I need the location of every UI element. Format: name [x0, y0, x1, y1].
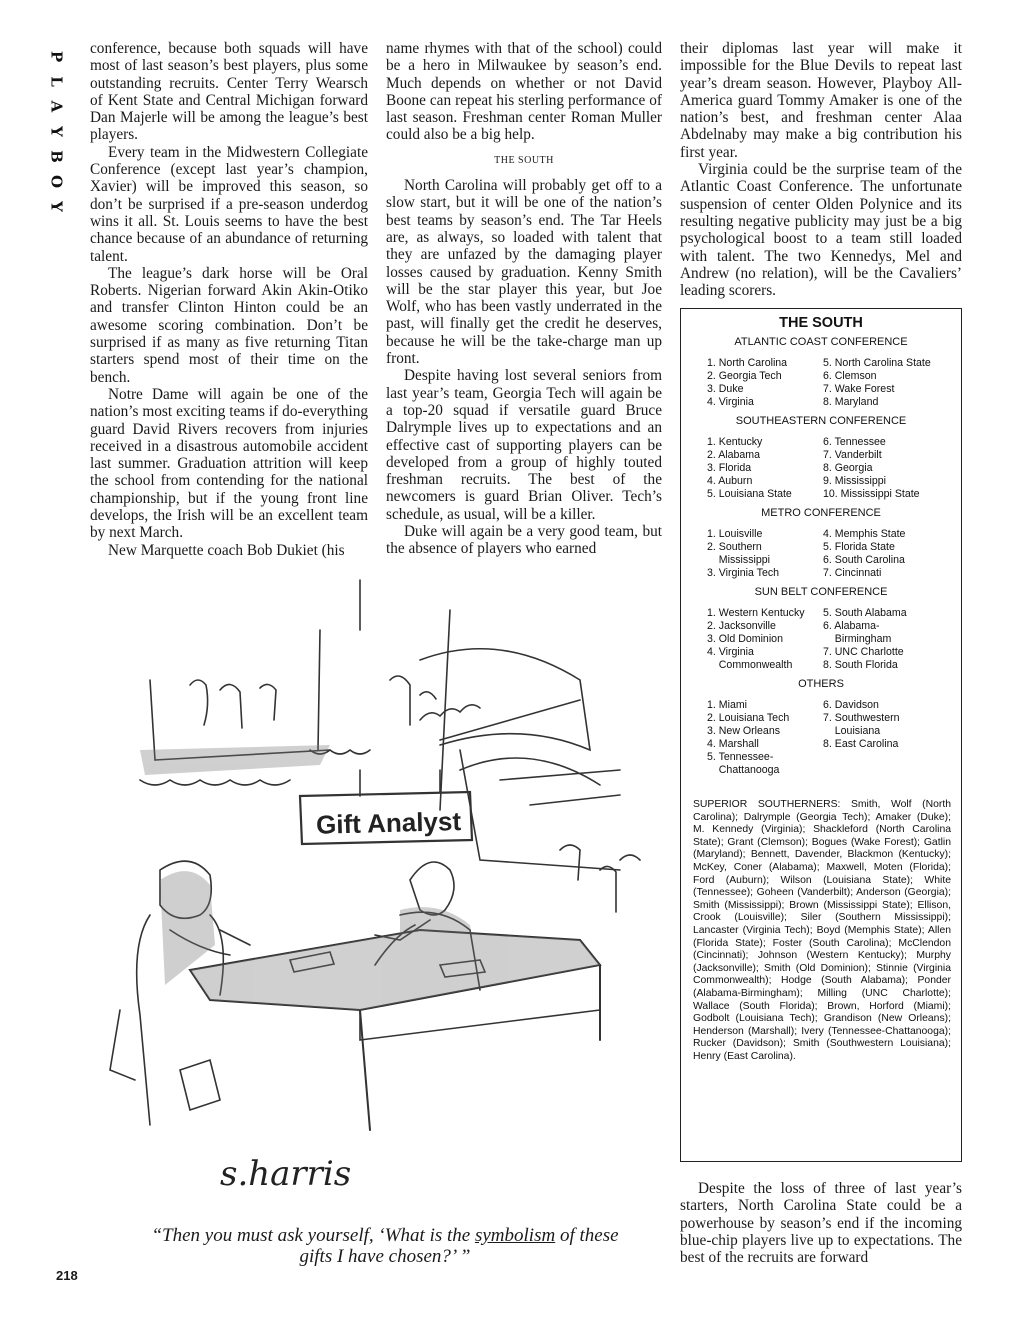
team-entry: 6. Tennessee [823, 436, 886, 448]
paragraph: Virginia could be the surprise team of the Atlantic Coast Conference. The unfortunate suspension of center Olden Polynice and its resulting negative publicity may just be a big psychological boost to a team still loaded with talent. The two Kennedys, Mel and Andrew (no relation), will be the Cavaliers’ leading scorers. [680, 161, 962, 300]
paragraph: Despite the loss of three of last year’s starters, North Carolina State could be a powerhouse by season’s end if the incoming blue-chip players live up to expectations. The best of the recruits are forward [680, 1180, 962, 1267]
playboy-vertical-logo [46, 44, 66, 219]
team-entry: 4. Memphis State [823, 528, 906, 540]
caption-text-start: “Then you must ask yourself, ‘What is the [151, 1225, 475, 1246]
team-entry: 10. Mississippi State [823, 488, 920, 500]
standings-column-left [707, 528, 823, 580]
team-entry: 1. Miami [707, 699, 748, 711]
paragraph: their diplomas last year will make it impossible for the Blue Devils to repeat last year’s dream season. However, Playboy All-America guard Tommy Amaker is one of the nation’s best, and freshman center Alaa Abdelnaby may make a big contribution his first year. [680, 40, 962, 161]
team-entry: 6. Alabama- [823, 620, 880, 632]
paragraph: Every team in the Midwestern Collegiate Conference (except last year’s champion, Xavier) will be improved this season, so don’t be surprised if a pre-season underdog wins it all. St. Louis seems to have the best chance because of an abundance of returning talent. [90, 143, 368, 265]
paragraph: Duke will again be a very good team, but the absence of players who earned [386, 523, 662, 558]
standings-column-right [823, 436, 951, 501]
team-entry: 8. South Florida [823, 659, 898, 671]
standings-column-right [823, 607, 951, 672]
article-column-3 [680, 40, 962, 299]
standings-column-right [823, 699, 951, 777]
standings-column-left [707, 699, 823, 777]
standings-column-left [707, 357, 823, 409]
team-entry: 8. Maryland [823, 396, 879, 408]
paragraph: The league’s dark horse will be Oral Roberts. Nigerian forward Akin Akin-Otiko and transfer Clinton Hinton could be an awesome scoring combination. Don’t be surprised if as many as five returning Titan starters spend most of their time on the bench. [90, 264, 368, 386]
paragraph: North Carolina will probably get off to a slow start, but it will be one of the nation’s best teams by season’s end. The Tar Heels are, as always, so loaded with talent that they are unfazed by the damaging player losses caused by graduation. Kenny Smith will be the star player this year, but Joe Wolf, who has been vastly underrated in the past, will finally get the credit he deserves, because he will be the take-charge man up front. [386, 177, 662, 368]
conference-standings [707, 357, 951, 409]
gift-analyst-sign: Gift Analyst [315, 806, 462, 840]
logo-letter: L [47, 76, 66, 87]
caption-text-end: of these gifts I have chosen?’ ” [299, 1225, 619, 1267]
team-entry: 2. Alabama [707, 449, 761, 461]
conference-heading: METRO CONFERENCE [761, 507, 881, 519]
team-entry: 5. Tennessee- [707, 751, 774, 763]
team-entry: Chattanooga [707, 764, 780, 776]
team-entry: 5. Florida State [823, 541, 895, 553]
conference-standings [707, 699, 951, 777]
team-entry: 9. Mississippi [823, 475, 886, 487]
team-entry: 2. Louisiana Tech [707, 712, 790, 724]
article-column-3-continued [680, 1180, 962, 1266]
logo-letter: Y [47, 201, 66, 212]
team-entry: 7. Vanderbilt [823, 449, 882, 461]
team-entry: 7. Wake Forest [823, 383, 895, 395]
the-south-sidebar-box [680, 308, 962, 1162]
cartoon-drawing [60, 570, 660, 1190]
team-entry: 5. North Carolina State [823, 357, 931, 369]
logo-letter: P [47, 50, 66, 63]
team-entry: 2. Southern [707, 541, 762, 553]
team-entry: Mississippi [707, 554, 770, 566]
standings-column-right [823, 357, 951, 409]
cartoonist-signature: s.harris [220, 1154, 352, 1190]
team-entry: 7. UNC Charlotte [823, 646, 904, 658]
team-entry: 3. New Orleans [707, 725, 781, 737]
standings-column-right [823, 528, 951, 580]
paragraph: Despite having lost several seniors from last year’s team, Georgia Tech will again be a top-20 squad if versatile guard Bruce Dalrymple lives up to expectations and an effective cast of supporting players can be developed from a group of highly touted freshman recruits. The best of the newcomers is guard Brian Oliver. Tech’s schedule, as usual, will be a killer. [386, 367, 662, 523]
standings-column-left [707, 436, 823, 501]
conference-heading: SUN BELT CONFERENCE [754, 586, 888, 598]
team-entry: 8. East Carolina [823, 738, 899, 750]
paragraph: name rhymes with that of the school) could be a hero in Milwaukee by season’s end. Much depends on whether or not David Boone can repeat his sterling performance of last season. Freshman center Roman Muller could also be a big help. [386, 40, 662, 144]
superior-southerners: SUPERIOR SOUTHERNERS: Smith, Wolf (North Carolina); Dalrymple (Georgia Tech); Amaker (Duke); M. Kennedy (Virginia); Shackleford (North Carolina State); Grant (Clemson); Bogues (Wake Forest); Gatlin (Maryland); Bennett, Davender, Blackmon (Kentucky); McKey, Coner (Alabama); Maxwell, Moten (Florida); Ford (Auburn); Wilson (Louisiana State); White (Tennessee); Goheen (Vanderbilt); Anderson (Georgia); Smith (Mississippi); Brown (Mississippi State); Ellison, Crook (Louisville); Siler (Southern Mississippi); Lancaster (Virginia Tech); Boyd (Memphis State); Allen (Florida State); Foster (South Carolina); McClendon (Cincinnati); Johnson (Western Kentucky); Murphy (Jacksonville); Smith (Old Dominion); Stinnie (Virginia Commonwealth); Hodge (South Alabama); Ponder (Alabama-Birmingham); Milling (UNC Charlotte); Wallace (South Florida); Brown, Horford (Miami); Godbolt (Louisiana Tech); Grandison (New Orleans); Henderson (Marshall); Ivery (Tennessee-Chattanooga); Rucker (Davidson); Smith (Southwestern Louisiana); Henry (East Carolina). [693, 799, 951, 1062]
team-entry: 4. Virginia [707, 396, 754, 408]
team-entry: 3. Duke [707, 383, 744, 395]
team-entry: 1. Kentucky [707, 436, 763, 448]
cartoon-illustration [60, 570, 660, 1190]
team-entry: 4. Auburn [707, 475, 753, 487]
conference-heading: SOUTHEASTERN CONFERENCE [735, 415, 907, 427]
article-column-2 [386, 40, 662, 558]
team-entry: 4. Virginia [707, 646, 754, 658]
team-entry: 7. Southwestern [823, 712, 900, 724]
conference-standings [707, 607, 951, 672]
logo-letter: B [47, 150, 66, 163]
team-entry: 3. Florida [707, 462, 752, 474]
logo-letter: O [47, 174, 66, 189]
logo-letter: Y [47, 126, 66, 137]
conference-standings [707, 528, 951, 580]
team-entry: 2. Jacksonville [707, 620, 776, 632]
logo-letter: A [47, 100, 66, 113]
conference-heading: OTHERS [798, 678, 844, 690]
cartoon-caption [150, 1225, 620, 1267]
section-heading: THE SOUTH [494, 154, 554, 166]
team-entry: 6. South Carolina [823, 554, 905, 566]
team-entry: Louisiana [823, 725, 881, 737]
team-entry: 1. Western Kentucky [707, 607, 805, 619]
paragraph: Notre Dame will again be one of the nation’s most exciting teams if do-everything guard David Rivers recovers from injuries received in a disastrous automobile accident last summer. Graduation attrition will keep the school from contending for the national championship, but if the young front line develops, the Irish will be an excellent team by next March. [90, 385, 368, 542]
conference-heading: ATLANTIC COAST CONFERENCE [734, 336, 908, 348]
team-entry: 7. Cincinnati [823, 567, 882, 579]
paragraph: conference, because both squads will have most of last season’s best players, plus some outstanding recruits. Center Terry Wearsch of Kent State and Central Michigan forward Dan Majerle will be among the league’s best players. [90, 40, 368, 144]
conference-standings [707, 436, 951, 501]
team-entry: 2. Georgia Tech [707, 370, 782, 382]
conference-list [707, 336, 951, 777]
team-entry: Commonwealth [707, 659, 793, 671]
team-entry: 1. Louisville [707, 528, 763, 540]
team-entry: 3. Old Dominion [707, 633, 783, 645]
team-entry: 5. South Alabama [823, 607, 907, 619]
team-entry: 6. Clemson [823, 370, 877, 382]
team-entry: 8. Georgia [823, 462, 873, 474]
team-entry: 6. Davidson [823, 699, 879, 711]
page-number: 218 [56, 1268, 78, 1283]
standings-column-left [707, 607, 823, 672]
team-entry: 4. Marshall [707, 738, 759, 750]
article-column-1 [90, 40, 368, 559]
team-entry: 3. Virginia Tech [707, 567, 780, 579]
team-entry: Birmingham [823, 633, 892, 645]
box-title: THE SOUTH [779, 315, 863, 331]
team-entry: 1. North Carolina [707, 357, 788, 369]
caption-underlined-word: symbolism [474, 1225, 556, 1246]
team-entry: 5. Louisiana State [707, 488, 792, 500]
paragraph: New Marquette coach Bob Dukiet (his [108, 541, 345, 559]
